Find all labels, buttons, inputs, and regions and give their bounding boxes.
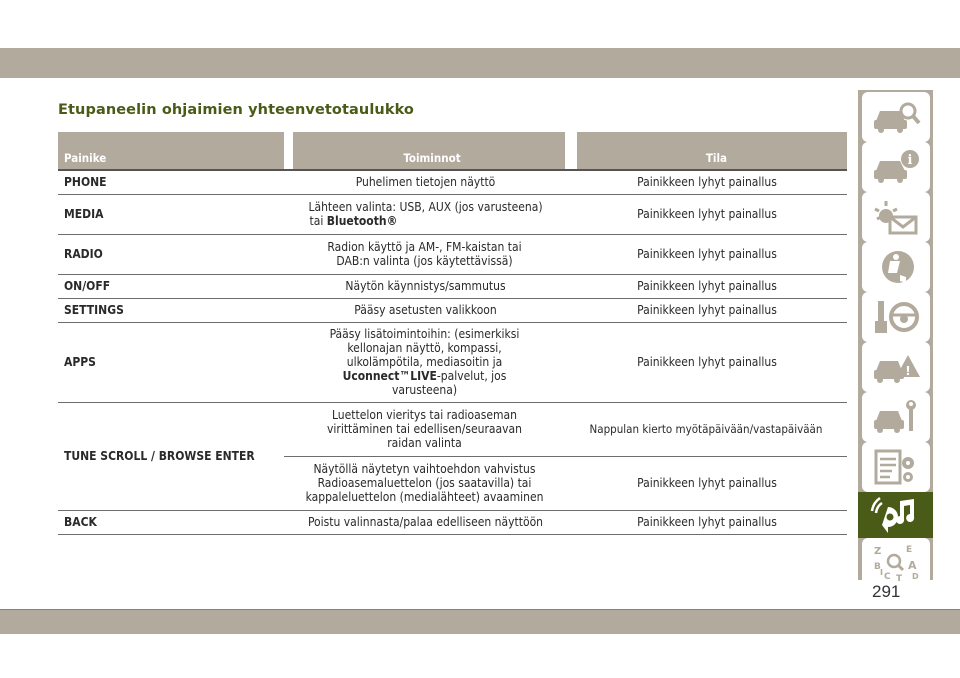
row-state: Painikkeen lyhyt painallus — [565, 511, 847, 535]
svg-text:I: I — [880, 568, 883, 577]
table-row — [58, 195, 847, 235]
row-key: BACK — [58, 511, 284, 535]
car-magnifier-icon — [870, 97, 922, 137]
chapter-tab-car-magnifier[interactable] — [862, 92, 930, 142]
row-key: PHONE — [58, 170, 284, 195]
chapter-tab-multimedia[interactable] — [858, 492, 933, 538]
header-gap — [284, 132, 293, 170]
svg-text:C: C — [884, 572, 891, 582]
bluetooth-label: Bluetooth® — [326, 214, 398, 228]
row-function — [284, 195, 565, 235]
svg-text:D: D — [912, 572, 919, 581]
chapter-tab-safety[interactable] — [862, 242, 930, 292]
table-row — [58, 170, 847, 195]
function-text: -palvelut, jos varusteena) — [391, 369, 507, 397]
row-function: Näytöllä näytetyn vaihtoehdon vahvistus Radioasemaluettelon (jos saatavilla) tai kappaleluettelon (medialähteet) avaaminen — [284, 457, 565, 511]
function-text: Lähteen valinta: USB, AUX (jos varusteena) — [308, 200, 543, 214]
row-state: Painikkeen lyhyt painallus — [565, 275, 847, 299]
svg-text:E: E — [906, 545, 913, 555]
row-key: TUNE SCROLL / BROWSE ENTER — [58, 403, 284, 511]
top-band — [0, 48, 960, 78]
car-wrench-icon — [870, 397, 922, 437]
seat-airbag-icon — [870, 247, 922, 287]
svg-text:B: B — [874, 562, 881, 572]
row-function: Puhelimen tietojen näyttö — [284, 170, 565, 195]
car-warning-triangle-icon — [870, 347, 922, 387]
svg-text:!: ! — [905, 364, 911, 378]
chapter-tab-index[interactable] — [862, 538, 930, 588]
controls-summary-table — [58, 132, 847, 535]
row-key: RADIO — [58, 235, 284, 275]
row-state: Painikkeen lyhyt painallus — [565, 195, 847, 235]
alphabetical-index-icon — [870, 543, 922, 583]
row-function: Luettelon vieritys tai radioaseman virittäminen tai edellisen/seuraavan raidan valinta — [284, 403, 565, 457]
function-text: Pääsy lisätoimintoihin: (esimerkiksi kellonajan näyttö, kompassi, ulkolämpötila, mediasoitin ja — [329, 327, 520, 369]
car-info-icon — [870, 147, 922, 187]
table-row — [58, 299, 847, 323]
svg-text:T: T — [896, 574, 903, 583]
row-state: Painikkeen lyhyt painallus — [565, 457, 847, 511]
bottom-band — [0, 610, 960, 634]
row-state: Painikkeen lyhyt painallus — [565, 323, 847, 403]
svg-text:A: A — [908, 559, 917, 572]
chapter-tab-servicing[interactable] — [862, 392, 930, 442]
row-function: Näytön käynnistys/sammutus — [284, 275, 565, 299]
row-key: ON/OFF — [58, 275, 284, 299]
header-tila: Tila — [577, 132, 847, 170]
row-key: APPS — [58, 323, 284, 403]
key-steering-wheel-icon — [870, 297, 922, 337]
chapter-tab-technical-data[interactable] — [862, 442, 930, 492]
row-key: MEDIA — [58, 195, 284, 235]
row-function: Poistu valinnasta/palaa edelliseen näyttöön — [284, 511, 565, 535]
function-text: tai — [309, 214, 327, 228]
chapter-tab-car-info[interactable] — [862, 142, 930, 192]
row-function: Pääsy asetusten valikkoon — [284, 299, 565, 323]
table-row — [58, 511, 847, 535]
page-title: Etupaneelin ohjaimien yhteenvetotaulukko — [58, 102, 414, 118]
document-gear-icon — [870, 447, 922, 487]
header-toiminnot: Toiminnot — [293, 132, 565, 170]
table-header-row — [58, 132, 847, 170]
table-row — [58, 323, 847, 403]
row-state: Painikkeen lyhyt painallus — [565, 299, 847, 323]
row-function: Radion käyttö ja AM-, FM-kaistan tai DAB:n valinta (jos käytettävissä) — [284, 235, 565, 275]
table-row — [58, 235, 847, 275]
chapter-tab-starting-driving[interactable] — [862, 292, 930, 342]
row-state: Painikkeen lyhyt painallus — [565, 170, 847, 195]
row-state: Painikkeen lyhyt painallus — [565, 235, 847, 275]
row-function — [284, 323, 565, 403]
table-row — [58, 275, 847, 299]
radio-music-navigation-icon — [870, 495, 922, 535]
header-gap — [565, 132, 577, 170]
table-row — [58, 403, 847, 457]
function-line — [310, 214, 542, 228]
svg-text:Z: Z — [874, 546, 882, 557]
chapter-tab-emergency[interactable] — [862, 342, 930, 392]
row-key: SETTINGS — [58, 299, 284, 323]
chapter-tab-warning-lights[interactable] — [862, 192, 930, 242]
header-painike: Painike — [58, 132, 284, 170]
chapter-sidebar — [858, 90, 933, 583]
uconnect-label: Uconnect™LIVE — [342, 369, 437, 383]
svg-text:i: i — [907, 153, 913, 168]
warning-light-message-icon — [870, 197, 922, 237]
page-number: 291 — [872, 582, 901, 601]
row-state: Nappulan kierto myötäpäivään/vastapäivään — [565, 403, 847, 457]
